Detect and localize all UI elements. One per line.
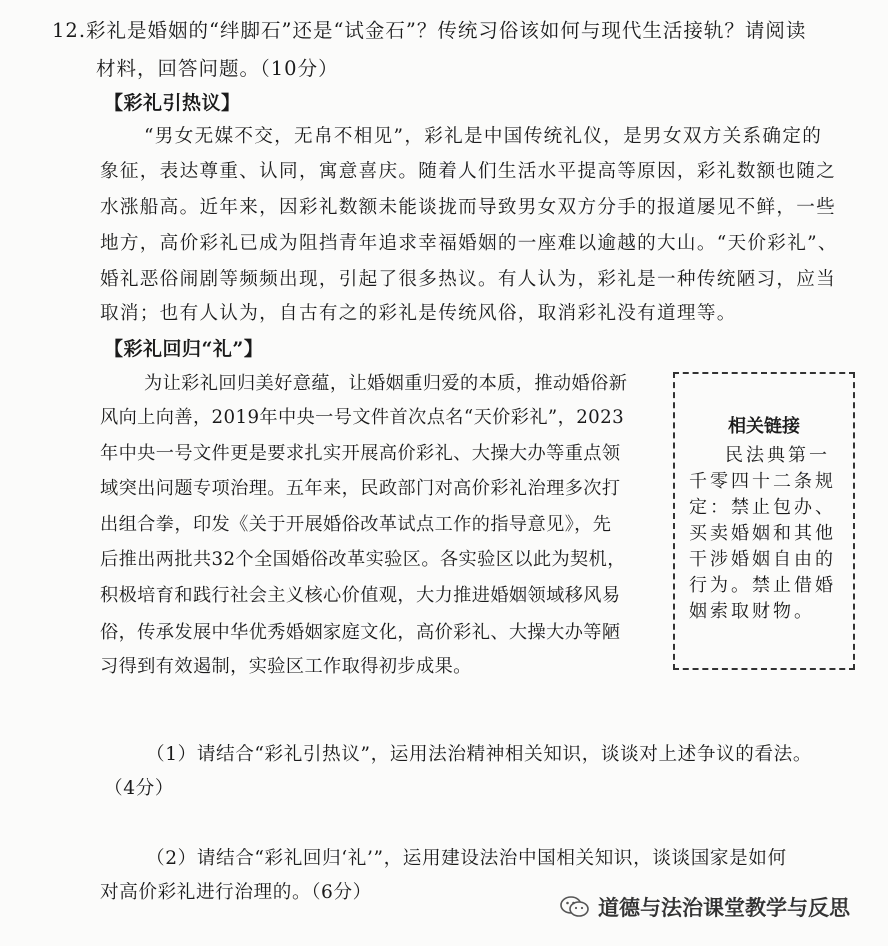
section2-line: 俗，传承发展中华优秀婚姻家庭文化，高价彩礼、大操大办等陋 [100, 622, 621, 643]
related-link-box [673, 372, 855, 670]
related-link-line: 行为。禁止借婚 [689, 575, 836, 596]
section1-line: “男女无媒不交，无帛不相见”，彩礼是中国传统礼仪，是男女双方关系确定的 [144, 126, 823, 147]
section2-line: 出组合拳，印发《关于开展婚俗改革试点工作的指导意见》，先 [100, 514, 612, 535]
subquestion-2-line2: 对高价彩礼进行治理的。（6分） [100, 882, 372, 903]
section2-line: 积极培育和践行社会主义核心价值观，大力推进婚姻领域移风易 [100, 585, 621, 606]
section1-line: 水涨船高。近年来，因彩礼数额未能谈拢而导致男女双方分手的报道屡见不鲜，一些 [100, 197, 837, 218]
section2-line: 为让彩礼回归美好意蕴，让婚姻重归爱的本质，推动婚俗新 [144, 373, 628, 394]
related-link-title: 相关链接 [728, 416, 800, 437]
watermark-text: 道德与法治课堂教学与反思 [598, 896, 850, 920]
section1-title: 【彩礼引热议】 [104, 92, 241, 114]
subquestion-1-line1: （1）请结合“彩礼引热议”，运用法治精神相关知识，谈谈对上述争议的看法。 [146, 744, 813, 765]
section1-line: 象征，表达尊重、认同，寓意喜庆。随着人们生活水平提高等原因，彩礼数额也随之 [100, 161, 837, 182]
section2-line: 域突出问题专项治理。五年来，民政部门对高价彩礼治理多次打 [100, 478, 621, 499]
question-number: 12. [52, 19, 87, 42]
section2-title: 【彩礼回归“礼”】 [104, 338, 264, 360]
section1-line: 地方，高价彩礼已成为阻挡青年追求幸福婚姻的一座难以逾越的大山。“天价彩礼”、 [100, 233, 838, 254]
related-link-line: 姻索取财物。 [689, 601, 815, 622]
related-link-line: 买卖婚姻和其他 [689, 523, 836, 544]
subquestion-1-line2: （4分） [104, 778, 175, 799]
related-link-line: 民法典第一 [725, 445, 830, 466]
section2-line: 习得到有效遏制，实验区工作取得初步成果。 [100, 656, 472, 677]
section2-line: 后推出两批共32个全国婚俗改革实验区。各实验区以此为契机， [100, 549, 626, 570]
section1-line: 婚礼恶俗闹剧等频频出现，引起了很多热议。有人认为，彩礼是一种传统陋习，应当 [100, 269, 837, 290]
section2-line: 年中央一号文件更是要求扎实开展高价彩礼、大操大办等重点领 [100, 443, 621, 464]
wechat-watermark [560, 892, 850, 922]
question-intro-line1: 12.彩礼是婚姻的“绊脚石”还是“试金石”？传统习俗该如何与现代生活接轨？请阅读 [52, 19, 807, 42]
section2-line: 风向上向善，2019年中央一号文件首次点名“天价彩礼”，2023 [100, 407, 625, 428]
related-link-line: 干涉婚姻自由的 [689, 549, 836, 570]
related-link-line: 千零四十二条规 [689, 471, 836, 492]
related-link-line: 定：禁止包办、 [689, 497, 836, 518]
question-intro-line2: 材料，回答问题。（10分） [96, 57, 339, 80]
wechat-icon [560, 895, 590, 919]
section1-line: 取消；也有人认为，自古有之的彩礼是传统风俗，取消彩礼没有道理等。 [100, 303, 737, 324]
subquestion-2-line1: （2）请结合“彩礼回归‘礼’”，运用建设法治中国相关知识，谈谈国家是如何 [146, 848, 787, 869]
